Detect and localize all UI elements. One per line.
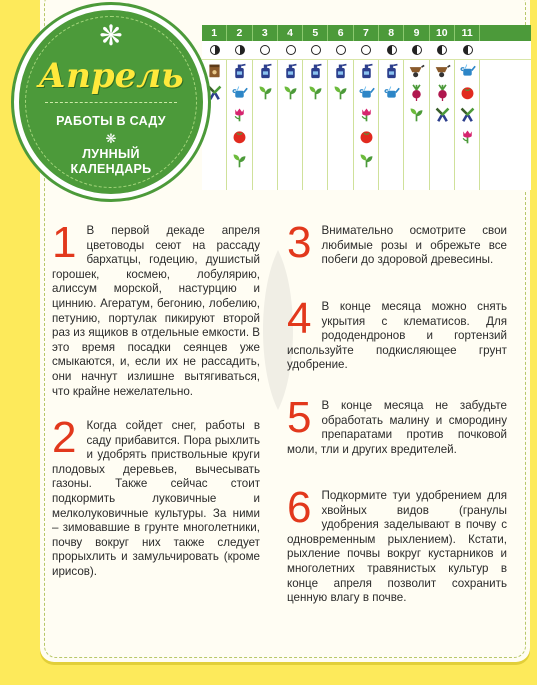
moon-lq-icon: [412, 45, 422, 55]
star-icon: ❋: [105, 131, 117, 146]
calendar-day-column: [253, 60, 278, 190]
badge-divider: [45, 102, 177, 103]
moon-lq-icon: [463, 45, 473, 55]
seedling-icon: [282, 84, 299, 101]
sprayer-icon: [282, 62, 299, 79]
watering-can-icon: [383, 84, 400, 101]
calendar-day-column: [455, 60, 480, 190]
paragraph-number: 6: [287, 483, 312, 532]
seedling-icon: [307, 84, 324, 101]
moon-lq-icon: [387, 45, 397, 55]
moon-full-icon: [361, 45, 371, 55]
paragraph-text: В конце месяца можно снять укрытия с клематисов. Для рододендронов и гортензий используйте подкисляющее грунт удобрение.: [287, 300, 507, 372]
secateurs-icon: [206, 84, 223, 101]
moon-phase: [354, 41, 379, 59]
secateurs-icon: [434, 106, 451, 123]
paragraph-number: 2: [52, 413, 77, 462]
calendar-day-column: [404, 60, 429, 190]
moon-phase: [328, 41, 353, 59]
paragraph-6: [287, 483, 507, 606]
paragraph-2: [52, 413, 260, 580]
moon-phase: [253, 41, 278, 59]
calendar-day-column: [430, 60, 455, 190]
tomato-icon: [358, 128, 375, 145]
calendar-day-column: [278, 60, 303, 190]
sprayer-icon: [231, 62, 248, 79]
paragraph-text: В конце месяца не забудьте обработать малину и смородину препаратами против почковой моли, тли и других вредителей.: [287, 399, 507, 456]
wheelbarrow-icon: [408, 62, 425, 79]
calendar-day-column: [354, 60, 379, 190]
fertilizer-bag-icon: [206, 62, 223, 79]
title-badge: [14, 5, 208, 199]
moon-phase: [404, 41, 429, 59]
seedling-icon: [358, 152, 375, 169]
paragraph-number: 3: [287, 218, 312, 267]
moon-phase: [430, 41, 455, 59]
paragraph-number: 5: [287, 393, 312, 442]
calendar-day-column: [328, 60, 353, 190]
paragraph-3: [287, 218, 507, 268]
secateurs-icon: [459, 106, 476, 123]
paragraph-number: 1: [52, 218, 77, 267]
tulip-icon: [358, 106, 375, 123]
calendar-day-column: [227, 60, 252, 190]
moon-fq-icon: [235, 45, 245, 55]
beet-icon: [434, 84, 451, 101]
page-title: Апрель: [38, 56, 184, 96]
sprayer-icon: [358, 62, 375, 79]
calendar-day-column: [303, 60, 328, 190]
sprayer-icon: [257, 62, 274, 79]
watering-can-icon: [231, 84, 248, 101]
moon-lq-icon: [437, 45, 447, 55]
sprayer-icon: [307, 62, 324, 79]
paragraph-text: Когда сойдет снег, работы в саду прибавится. Пора рыхлить и удобрять приствольные круги плодовых деревьев, вычесывать газоны. Также сейчас стоит подкормить луковичные и мелколуковичные культуры. За ними – зимовавшие в грунте многолетники, почву вокруг них также следует прорыхлить и замульчировать (кроме ирисов).: [52, 419, 260, 578]
calendar-day: 10: [430, 25, 455, 41]
moon-full-icon: [286, 45, 296, 55]
calendar-day: 5: [303, 25, 328, 41]
tulip-icon: [459, 128, 476, 145]
seedling-icon: [231, 152, 248, 169]
moon-phase: [278, 41, 303, 59]
moon-phase: [455, 41, 480, 59]
watering-can-icon: [459, 62, 476, 79]
sprayer-icon: [383, 62, 400, 79]
subtitle-line-1: ЛУННЫЙ: [82, 147, 140, 161]
calendar-day: 11: [455, 25, 480, 41]
calendar-day: 6: [328, 25, 353, 41]
tomato-icon: [231, 128, 248, 145]
moon-fq-icon: [210, 45, 220, 55]
paragraph-text: Подкормите туи удобрением для хвойных видов (гранулы удобрения заделывают в почву с одновременным рыхлением). Кстати, рыхление почвы вокруг кустарников и многолетних травянистых культур в конце апреля позволит сохранить ценную влагу в почве.: [287, 489, 507, 605]
moon-phase: [303, 41, 328, 59]
calendar-day-column: [379, 60, 404, 190]
moon-full-icon: [260, 45, 270, 55]
seedling-icon: [257, 84, 274, 101]
calendar-day: 8: [379, 25, 404, 41]
tomato-icon: [459, 84, 476, 101]
seedling-icon: [332, 84, 349, 101]
moon-phase-row: [202, 41, 531, 60]
calendar-day-header: [202, 25, 531, 41]
moon-phase: [379, 41, 404, 59]
calendar-day-column: [202, 60, 227, 190]
moon-full-icon: [336, 45, 346, 55]
calendar-day: 1: [202, 25, 227, 41]
moon-full-icon: [311, 45, 321, 55]
paragraph-text: Внимательно осмотрите свои любимые розы и обрежьте все побеги до здоровой древесины.: [321, 224, 507, 267]
paragraph-4: [287, 294, 507, 373]
paragraph-5: [287, 393, 507, 457]
paragraph-text: В первой декаде апреля цветоводы сеют на рассаду бархатцы, годецию, душистый горошек, космею, лобулярию, алиссум морской, настурцию и циннию. Агератум, бегонию, лобелию, петунию, портулак пикируют второй раз из ящиков в отдельные емкости. В это время посадки сеянцев уже смыкаются, и, если их не рассадить, они начнут излишне вытягиваться, что крайне нежелательно.: [52, 224, 261, 398]
calendar-day: 4: [278, 25, 303, 41]
paragraph-1: [52, 218, 261, 399]
calendar-day: 2: [227, 25, 252, 41]
subtitle-lunar-calendar: [19, 147, 203, 177]
beet-icon: [408, 84, 425, 101]
moon-phase: [202, 41, 227, 59]
sprayer-icon: [332, 62, 349, 79]
watering-can-icon: [358, 84, 375, 101]
calendar-day: 7: [354, 25, 379, 41]
tulip-icon: [231, 106, 248, 123]
subtitle-line-2: КАЛЕНДАРЬ: [70, 162, 152, 176]
calendar-day: 3: [253, 25, 278, 41]
lunar-calendar: [202, 25, 531, 193]
subtitle-garden-work: РАБОТЫ В САДУ: [56, 114, 166, 128]
task-icon-grid: [202, 60, 531, 190]
wheelbarrow-icon: [434, 62, 451, 79]
paragraph-number: 4: [287, 294, 312, 343]
calendar-day: 9: [404, 25, 429, 41]
flower-icon: ❋: [99, 20, 123, 51]
moon-phase: [227, 41, 252, 59]
seedling-icon: [408, 106, 425, 123]
